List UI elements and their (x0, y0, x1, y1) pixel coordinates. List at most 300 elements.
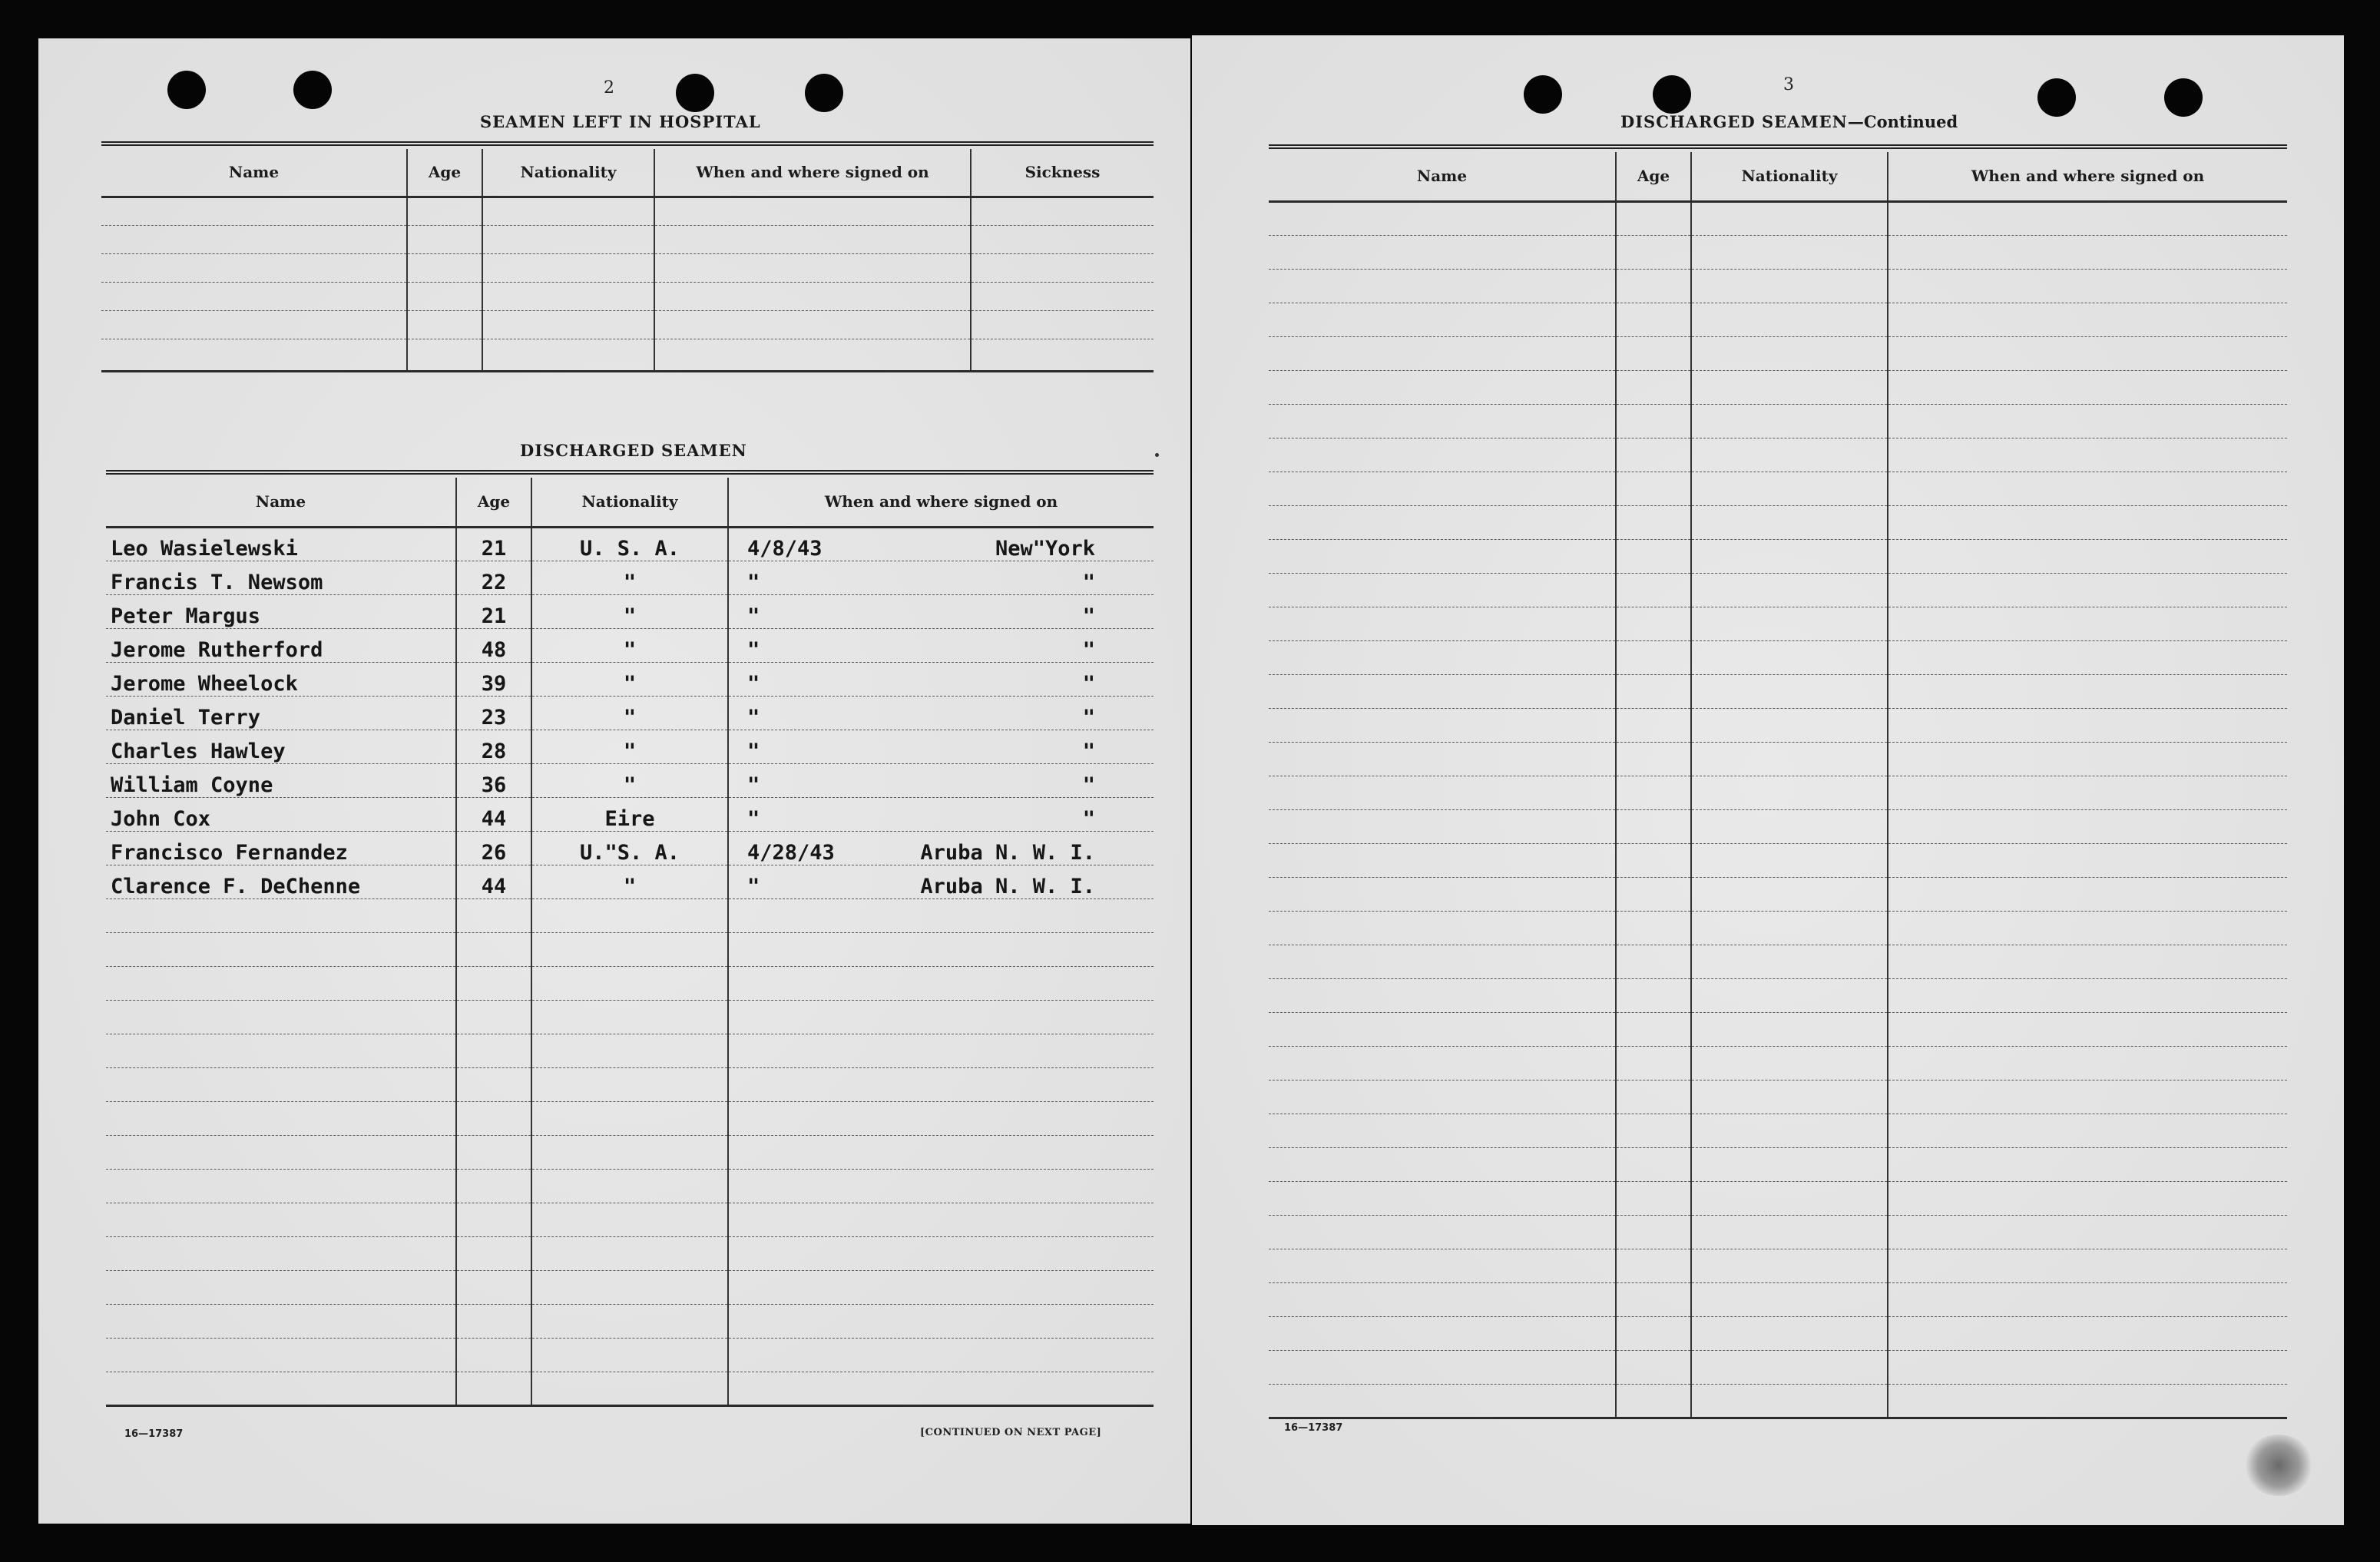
blank-cell (1269, 1249, 1616, 1282)
seaman-age: 21 (456, 594, 531, 628)
blank-cell (531, 898, 728, 932)
table-row (1269, 370, 2287, 404)
signed-on-place: " (1082, 604, 1095, 628)
table-row (1269, 674, 2287, 708)
punch-hole (293, 71, 332, 109)
hospital-row (101, 282, 1154, 310)
blank-cell (456, 1236, 531, 1270)
signed-on-group (733, 706, 1149, 730)
blank-cell (1888, 1012, 2287, 1046)
blank-cell (101, 339, 407, 371)
blank-cell (1616, 1046, 1691, 1080)
blank-cell (1691, 742, 1888, 776)
blank-cell (456, 1135, 531, 1169)
blank-cell (531, 1169, 728, 1203)
punch-hole (676, 74, 714, 112)
signed-on-place: " (1082, 705, 1095, 730)
table-row (1269, 843, 2287, 877)
blank-cell (1691, 472, 1888, 505)
blank-cell (1691, 1384, 1888, 1418)
continued-col-signed-on: When and where signed on (1888, 152, 2287, 201)
signed-on-cell (728, 594, 1154, 628)
table-row (1269, 505, 2287, 539)
table-row (1269, 877, 2287, 911)
blank-cell (456, 1169, 531, 1203)
seaman-nationality: " (531, 696, 728, 730)
signed-on-cell (728, 561, 1154, 594)
blank-cell (407, 225, 482, 253)
blank-cell (1691, 809, 1888, 843)
blank-cell (531, 966, 728, 1000)
blank-cell (1888, 1181, 2287, 1215)
blank-cell (1888, 1384, 2287, 1418)
table-row (1269, 1249, 2287, 1282)
blank-cell (1691, 776, 1888, 809)
blank-cell (1888, 1282, 2287, 1316)
blank-cell (728, 932, 1154, 966)
header-rule (106, 470, 1154, 475)
seaman-age: 36 (456, 763, 531, 797)
signed-on-date: " (747, 806, 760, 831)
table-row (1269, 911, 2287, 945)
blank-cell (1616, 742, 1691, 776)
blank-cell (1888, 708, 2287, 742)
seaman-age: 21 (456, 527, 531, 561)
table-row (106, 730, 1154, 763)
seaman-name: Peter Margus (106, 594, 456, 628)
hospital-row (101, 253, 1154, 282)
blank-cell (482, 197, 654, 225)
blank-cell (728, 1338, 1154, 1372)
blank-cell (654, 282, 971, 310)
blank-cell (531, 932, 728, 966)
table-row (1269, 1181, 2287, 1215)
page-number: 3 (1783, 75, 1794, 94)
blank-cell (1269, 978, 1616, 1012)
blank-cell (1269, 674, 1616, 708)
blank-cell (1888, 674, 2287, 708)
blank-cell (531, 1372, 728, 1405)
table-row (1269, 640, 2287, 674)
seaman-nationality: U. S. A. (531, 527, 728, 561)
hospital-row (101, 225, 1154, 253)
signed-on-date: " (747, 705, 760, 730)
signed-on-cell (728, 696, 1154, 730)
blank-cell (1269, 607, 1616, 640)
signed-on-place: " (1082, 570, 1095, 594)
seaman-name: Daniel Terry (106, 696, 456, 730)
discharged-table (106, 478, 1154, 1407)
blank-cell (1888, 1147, 2287, 1181)
table-row (1269, 809, 2287, 843)
blank-cell (1269, 472, 1616, 505)
blank-cell (1269, 809, 1616, 843)
blank-cell (1269, 1384, 1616, 1418)
discharged-col-name: Name (106, 478, 456, 527)
blank-cell (1616, 776, 1691, 809)
blank-cell (1691, 404, 1888, 438)
signed-on-group (733, 841, 1149, 865)
signed-on-date: 4/28/43 (747, 840, 835, 865)
seaman-nationality: " (531, 763, 728, 797)
signed-on-cell (728, 527, 1154, 561)
blank-cell (971, 310, 1154, 339)
blank-cell (482, 282, 654, 310)
seaman-nationality: " (531, 730, 728, 763)
blank-cell (106, 932, 456, 966)
signed-on-date: " (747, 671, 760, 696)
table-row (106, 865, 1154, 898)
blank-cell (1691, 1046, 1888, 1080)
blank-cell (1691, 1147, 1888, 1181)
blank-cell (531, 1135, 728, 1169)
blank-cell (1269, 911, 1616, 945)
discharged-section-title: DISCHARGED SEAMEN (520, 441, 747, 460)
page-number: 2 (604, 78, 614, 98)
blank-cell (728, 898, 1154, 932)
blank-cell (1616, 404, 1691, 438)
signed-on-group (733, 807, 1149, 831)
punch-hole (2164, 78, 2203, 117)
seaman-age: 28 (456, 730, 531, 763)
blank-cell (456, 898, 531, 932)
blank-cell (531, 1236, 728, 1270)
blank-cell (106, 1135, 456, 1169)
blank-cell (531, 1270, 728, 1304)
blank-cell (728, 1203, 1154, 1236)
signed-on-cell (728, 763, 1154, 797)
blank-cell (531, 1101, 728, 1135)
blank-cell (531, 1338, 728, 1372)
blank-cell (728, 1236, 1154, 1270)
blank-cell (1691, 1114, 1888, 1147)
blank-cell (1616, 1350, 1691, 1384)
table-row (106, 696, 1154, 730)
signed-on-cell (728, 730, 1154, 763)
blank-cell (1269, 539, 1616, 573)
table-row (106, 932, 1154, 966)
blank-cell (101, 225, 407, 253)
blank-cell (728, 1067, 1154, 1101)
signed-on-group (733, 604, 1149, 628)
signed-on-date: " (747, 637, 760, 662)
table-row (106, 1101, 1154, 1135)
blank-cell (1888, 201, 2287, 235)
blank-cell (1691, 911, 1888, 945)
table-row (106, 966, 1154, 1000)
blank-cell (1616, 1249, 1691, 1282)
blank-cell (971, 339, 1154, 371)
blank-cell (1888, 336, 2287, 370)
seaman-age: 22 (456, 561, 531, 594)
blank-cell (1616, 674, 1691, 708)
table-row (1269, 1114, 2287, 1147)
signed-on-cell (728, 628, 1154, 662)
table-row (1269, 1147, 2287, 1181)
blank-cell (1691, 201, 1888, 235)
signed-on-place: " (1082, 773, 1095, 797)
seaman-age: 44 (456, 797, 531, 831)
signed-on-date: " (747, 604, 760, 628)
discharged-col-age: Age (456, 478, 531, 527)
blank-cell (1269, 640, 1616, 674)
blank-cell (482, 310, 654, 339)
table-row (1269, 1350, 2287, 1384)
header-rule (1269, 144, 2287, 149)
blank-cell (1269, 877, 1616, 911)
signed-on-group (733, 875, 1149, 898)
table-row (1269, 472, 2287, 505)
table-row (106, 831, 1154, 865)
blank-cell (1691, 1350, 1888, 1384)
blank-cell (456, 1034, 531, 1067)
continued-section-title (1620, 112, 1958, 131)
table-row (106, 1338, 1154, 1372)
table-row (106, 1000, 1154, 1034)
blank-cell (1269, 742, 1616, 776)
blank-cell (1616, 1181, 1691, 1215)
seaman-name: John Cox (106, 797, 456, 831)
blank-cell (1269, 1046, 1616, 1080)
blank-cell (1691, 269, 1888, 303)
signed-on-group (733, 773, 1149, 797)
blank-cell (531, 1034, 728, 1067)
form-number: 16—17387 (124, 1428, 184, 1440)
table-row (106, 898, 1154, 932)
blank-cell (1691, 370, 1888, 404)
blank-cell (654, 253, 971, 282)
blank-cell (1616, 573, 1691, 607)
seaman-nationality: " (531, 662, 728, 696)
punch-hole (1653, 75, 1691, 114)
table-row (1269, 438, 2287, 472)
blank-cell (1269, 1181, 1616, 1215)
form-number: 16—17387 (1284, 1422, 1343, 1434)
table-row (106, 1067, 1154, 1101)
signed-on-group (733, 571, 1149, 594)
left-page (38, 38, 1190, 1524)
table-row (106, 1135, 1154, 1169)
blank-cell (456, 1067, 531, 1101)
hospital-col-age: Age (407, 149, 482, 197)
table-row (1269, 978, 2287, 1012)
blank-cell (1269, 303, 1616, 336)
blank-cell (1616, 303, 1691, 336)
blank-cell (1616, 809, 1691, 843)
blank-cell (1691, 1080, 1888, 1114)
blank-cell (1616, 708, 1691, 742)
blank-cell (1269, 1114, 1616, 1147)
blank-cell (1691, 505, 1888, 539)
blank-cell (407, 339, 482, 371)
table-row (1269, 235, 2287, 269)
blank-cell (1269, 1282, 1616, 1316)
signed-on-place: Aruba N. W. I. (920, 840, 1095, 865)
punch-hole (2037, 78, 2076, 117)
blank-cell (971, 197, 1154, 225)
blank-cell (1691, 708, 1888, 742)
table-row (106, 797, 1154, 831)
signed-on-date: " (747, 874, 760, 898)
blank-cell (106, 1203, 456, 1236)
hospital-row (101, 197, 1154, 225)
seaman-name: Charles Hawley (106, 730, 456, 763)
discharged-col-nationality: Nationality (531, 478, 728, 527)
blank-cell (101, 310, 407, 339)
blank-cell (1888, 1114, 2287, 1147)
title-main: DISCHARGED SEAMEN (1620, 112, 1848, 131)
blank-cell (1888, 1046, 2287, 1080)
blank-cell (971, 282, 1154, 310)
blank-cell (1888, 573, 2287, 607)
blank-cell (106, 1304, 456, 1338)
hospital-section-title: SEAMEN LEFT IN HOSPITAL (480, 112, 761, 131)
seaman-age: 48 (456, 628, 531, 662)
blank-cell (456, 1101, 531, 1135)
seaman-age: 23 (456, 696, 531, 730)
blank-cell (1691, 1282, 1888, 1316)
seaman-name: Jerome Wheelock (106, 662, 456, 696)
signed-on-cell (728, 662, 1154, 696)
blank-cell (456, 932, 531, 966)
blank-cell (1691, 978, 1888, 1012)
signed-on-date: " (747, 739, 760, 763)
signed-on-cell (728, 831, 1154, 865)
blank-cell (1269, 1012, 1616, 1046)
blank-cell (1888, 978, 2287, 1012)
blank-cell (456, 1338, 531, 1372)
blank-cell (531, 1000, 728, 1034)
blank-cell (1269, 1080, 1616, 1114)
blank-cell (482, 253, 654, 282)
hospital-table (101, 149, 1154, 372)
blank-cell (1691, 843, 1888, 877)
signed-on-group (733, 638, 1149, 662)
speck (1155, 453, 1159, 457)
blank-cell (1269, 235, 1616, 269)
table-row (1269, 336, 2287, 370)
blank-cell (407, 282, 482, 310)
table-row (1269, 1282, 2287, 1316)
table-row (1269, 404, 2287, 438)
blank-cell (1888, 539, 2287, 573)
blank-cell (101, 282, 407, 310)
blank-cell (1616, 1282, 1691, 1316)
blank-cell (1269, 945, 1616, 978)
blank-cell (728, 1304, 1154, 1338)
blank-cell (1888, 438, 2287, 472)
blank-cell (106, 1169, 456, 1203)
blank-cell (1616, 1114, 1691, 1147)
blank-cell (1888, 1249, 2287, 1282)
blank-cell (1888, 1215, 2287, 1249)
continued-table (1269, 152, 2287, 1419)
seaman-age: 44 (456, 865, 531, 898)
table-row (1269, 708, 2287, 742)
blank-cell (101, 253, 407, 282)
blank-cell (1691, 1249, 1888, 1282)
table-row (1269, 742, 2287, 776)
blank-cell (1269, 1147, 1616, 1181)
table-row (1269, 1046, 2287, 1080)
punch-hole (167, 71, 206, 109)
title-continued: —Continued (1847, 112, 1958, 131)
blank-cell (1616, 438, 1691, 472)
blank-cell (1888, 303, 2287, 336)
signed-on-date: " (747, 773, 760, 797)
blank-cell (1691, 607, 1888, 640)
table-row (106, 594, 1154, 628)
seaman-name: Francis T. Newsom (106, 561, 456, 594)
blank-cell (1616, 607, 1691, 640)
blank-cell (1269, 269, 1616, 303)
signed-on-group (733, 537, 1149, 561)
table-row (1269, 539, 2287, 573)
blank-cell (101, 197, 407, 225)
table-row (1269, 1316, 2287, 1350)
blank-cell (1616, 1080, 1691, 1114)
blank-cell (1269, 201, 1616, 235)
seaman-nationality: " (531, 865, 728, 898)
blank-cell (654, 310, 971, 339)
seaman-nationality: Eire (531, 797, 728, 831)
table-row (106, 1034, 1154, 1067)
signed-on-place: New"York (995, 536, 1095, 561)
blank-cell (728, 966, 1154, 1000)
blank-cell (1691, 877, 1888, 911)
table-row (106, 1169, 1154, 1203)
continued-col-name: Name (1269, 152, 1616, 201)
table-row (106, 1372, 1154, 1405)
blank-cell (407, 310, 482, 339)
table-row (1269, 1012, 2287, 1046)
blank-cell (1888, 640, 2287, 674)
blank-cell (971, 253, 1154, 282)
blank-cell (1269, 505, 1616, 539)
hospital-col-signed-on: When and where signed on (654, 149, 971, 197)
blank-cell (1269, 404, 1616, 438)
blank-cell (1269, 438, 1616, 472)
seaman-nationality: " (531, 628, 728, 662)
hospital-row (101, 339, 1154, 371)
right-page (1192, 35, 2344, 1525)
blank-cell (456, 1304, 531, 1338)
table-row (1269, 776, 2287, 809)
hospital-col-nationality: Nationality (482, 149, 654, 197)
table-row (106, 662, 1154, 696)
table-row (1269, 1384, 2287, 1418)
table-row (1269, 201, 2287, 235)
signed-on-place: " (1082, 671, 1095, 696)
blank-cell (728, 1034, 1154, 1067)
continued-col-age: Age (1616, 152, 1691, 201)
blank-cell (531, 1203, 728, 1236)
blank-cell (1616, 1215, 1691, 1249)
blank-cell (1616, 1316, 1691, 1350)
ink-smudge (2244, 1435, 2313, 1496)
blank-cell (407, 253, 482, 282)
blank-cell (1691, 674, 1888, 708)
blank-cell (1691, 640, 1888, 674)
blank-cell (106, 1338, 456, 1372)
seaman-name: Jerome Rutherford (106, 628, 456, 662)
blank-cell (1616, 1147, 1691, 1181)
seaman-name: Leo Wasielewski (106, 527, 456, 561)
table-row (106, 1304, 1154, 1338)
blank-cell (654, 225, 971, 253)
table-row (106, 561, 1154, 594)
blank-cell (1616, 336, 1691, 370)
